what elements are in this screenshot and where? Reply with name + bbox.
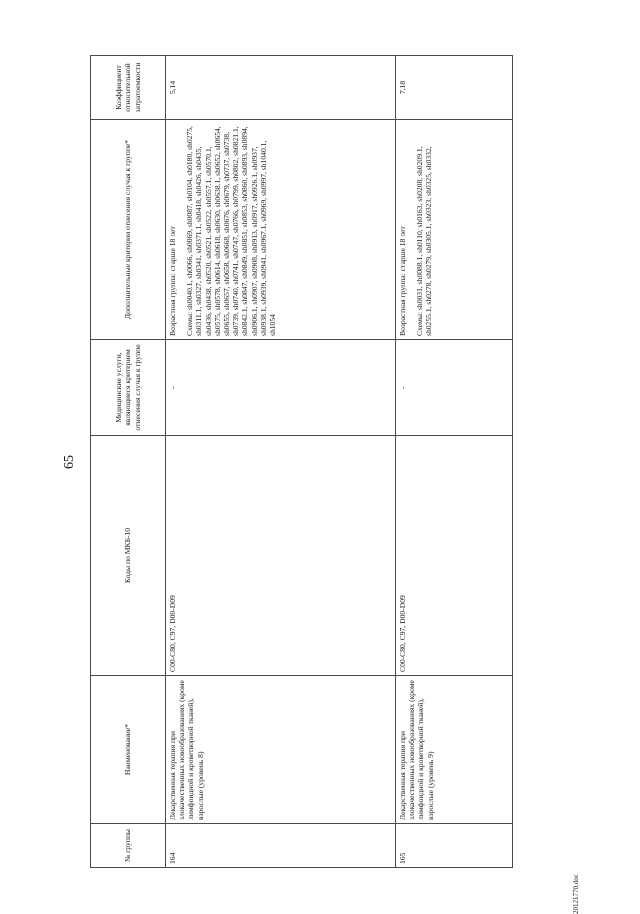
- cost-coefficient: 7,18: [396, 56, 513, 120]
- document-page: [60, 42, 600, 914]
- table-row: [396, 56, 513, 868]
- group-number: 164: [166, 824, 396, 868]
- age-group-criterion: Возрастная группа: старше 18 лет: [398, 226, 407, 336]
- document-reference: 20121770.doc: [572, 874, 580, 914]
- age-group-criterion: Возрастная группа: старше 18 лет: [168, 226, 177, 336]
- table-header-row: [91, 56, 166, 868]
- page-number: 65: [62, 455, 77, 469]
- tariff-groups-table: [90, 55, 513, 868]
- header-medical-services: Медицинские услуги, являющиеся критерием отнесения случая к группе: [91, 340, 166, 436]
- mkb-codes: C00-C80, C97, D00-D09: [396, 436, 513, 676]
- header-mkb-codes: Коды по МКБ-10: [91, 436, 166, 676]
- medical-services: -: [166, 340, 396, 436]
- additional-criteria: [166, 120, 396, 340]
- rotated-page-content: [60, 42, 600, 914]
- header-cost-coefficient: Коэффициент относительной затратоемкости: [91, 56, 166, 120]
- additional-criteria: [396, 120, 513, 340]
- header-additional-criteria: Дополнительные критерии отнесения случая к группе*: [91, 120, 166, 340]
- header-name: Наименование*: [91, 676, 166, 824]
- header-group-number: № группы: [91, 824, 166, 868]
- schemes-criterion: Схемы: sh0031, sh0088.1, sh0110, sh0163, sh0208, sh0209.1, sh0255.1, sh0278, sh0279, sh0305.1, sh0323, sh0325, sh0332,: [415, 146, 434, 336]
- schemes-criterion: Схемы: sh0040.1, sh0066, sh0069, sh0087, sh0104, sh0180, sh0275, sh0311.1, sh0327, sh0341, sh0371.1, sh0418, sh0426, sh0435, sh0436, sh0438, sh0520, sh0521, sh0522, sh0557.1, sh0570.1, sh0575, sh0578, sh0614, sh0618, sh0630, sh0638.1, sh0652, sh0654, sh0655, sh0657, sh0658, sh0668, sh0676, sh0679, sh0737, sh0738, sh0739, sh0740, sh0741, sh0747, sh0766, sh0799, sh0802, sh0821.1, sh0842.1, sh0847, sh0849, sh0851, sh0853, sh0860, sh0893, sh0894, sh0906.1, sh0907, sh0908, sh0913, sh0917, sh0926.1, sh0937, sh0938.1, sh0939, sh0941, sh0967.1, sh0969, sh0997, sh1040.1, sh1054: [185, 126, 278, 336]
- group-name: Лекарственная терапия при злокачественных новообразованиях (кроме лимфоидной и кроветворной тканей), взрослые (уровень 9): [396, 676, 513, 824]
- table-row: [166, 56, 396, 868]
- medical-services: -: [396, 340, 513, 436]
- group-name: Лекарственная терапия при злокачественных новообразованиях (кроме лимфоидной и кроветворной тканей), взрослые (уровень 8): [166, 676, 396, 824]
- group-number: 165: [396, 824, 513, 868]
- cost-coefficient: 5,14: [166, 56, 396, 120]
- mkb-codes: C00-C80, C97, D00-D09: [166, 436, 396, 676]
